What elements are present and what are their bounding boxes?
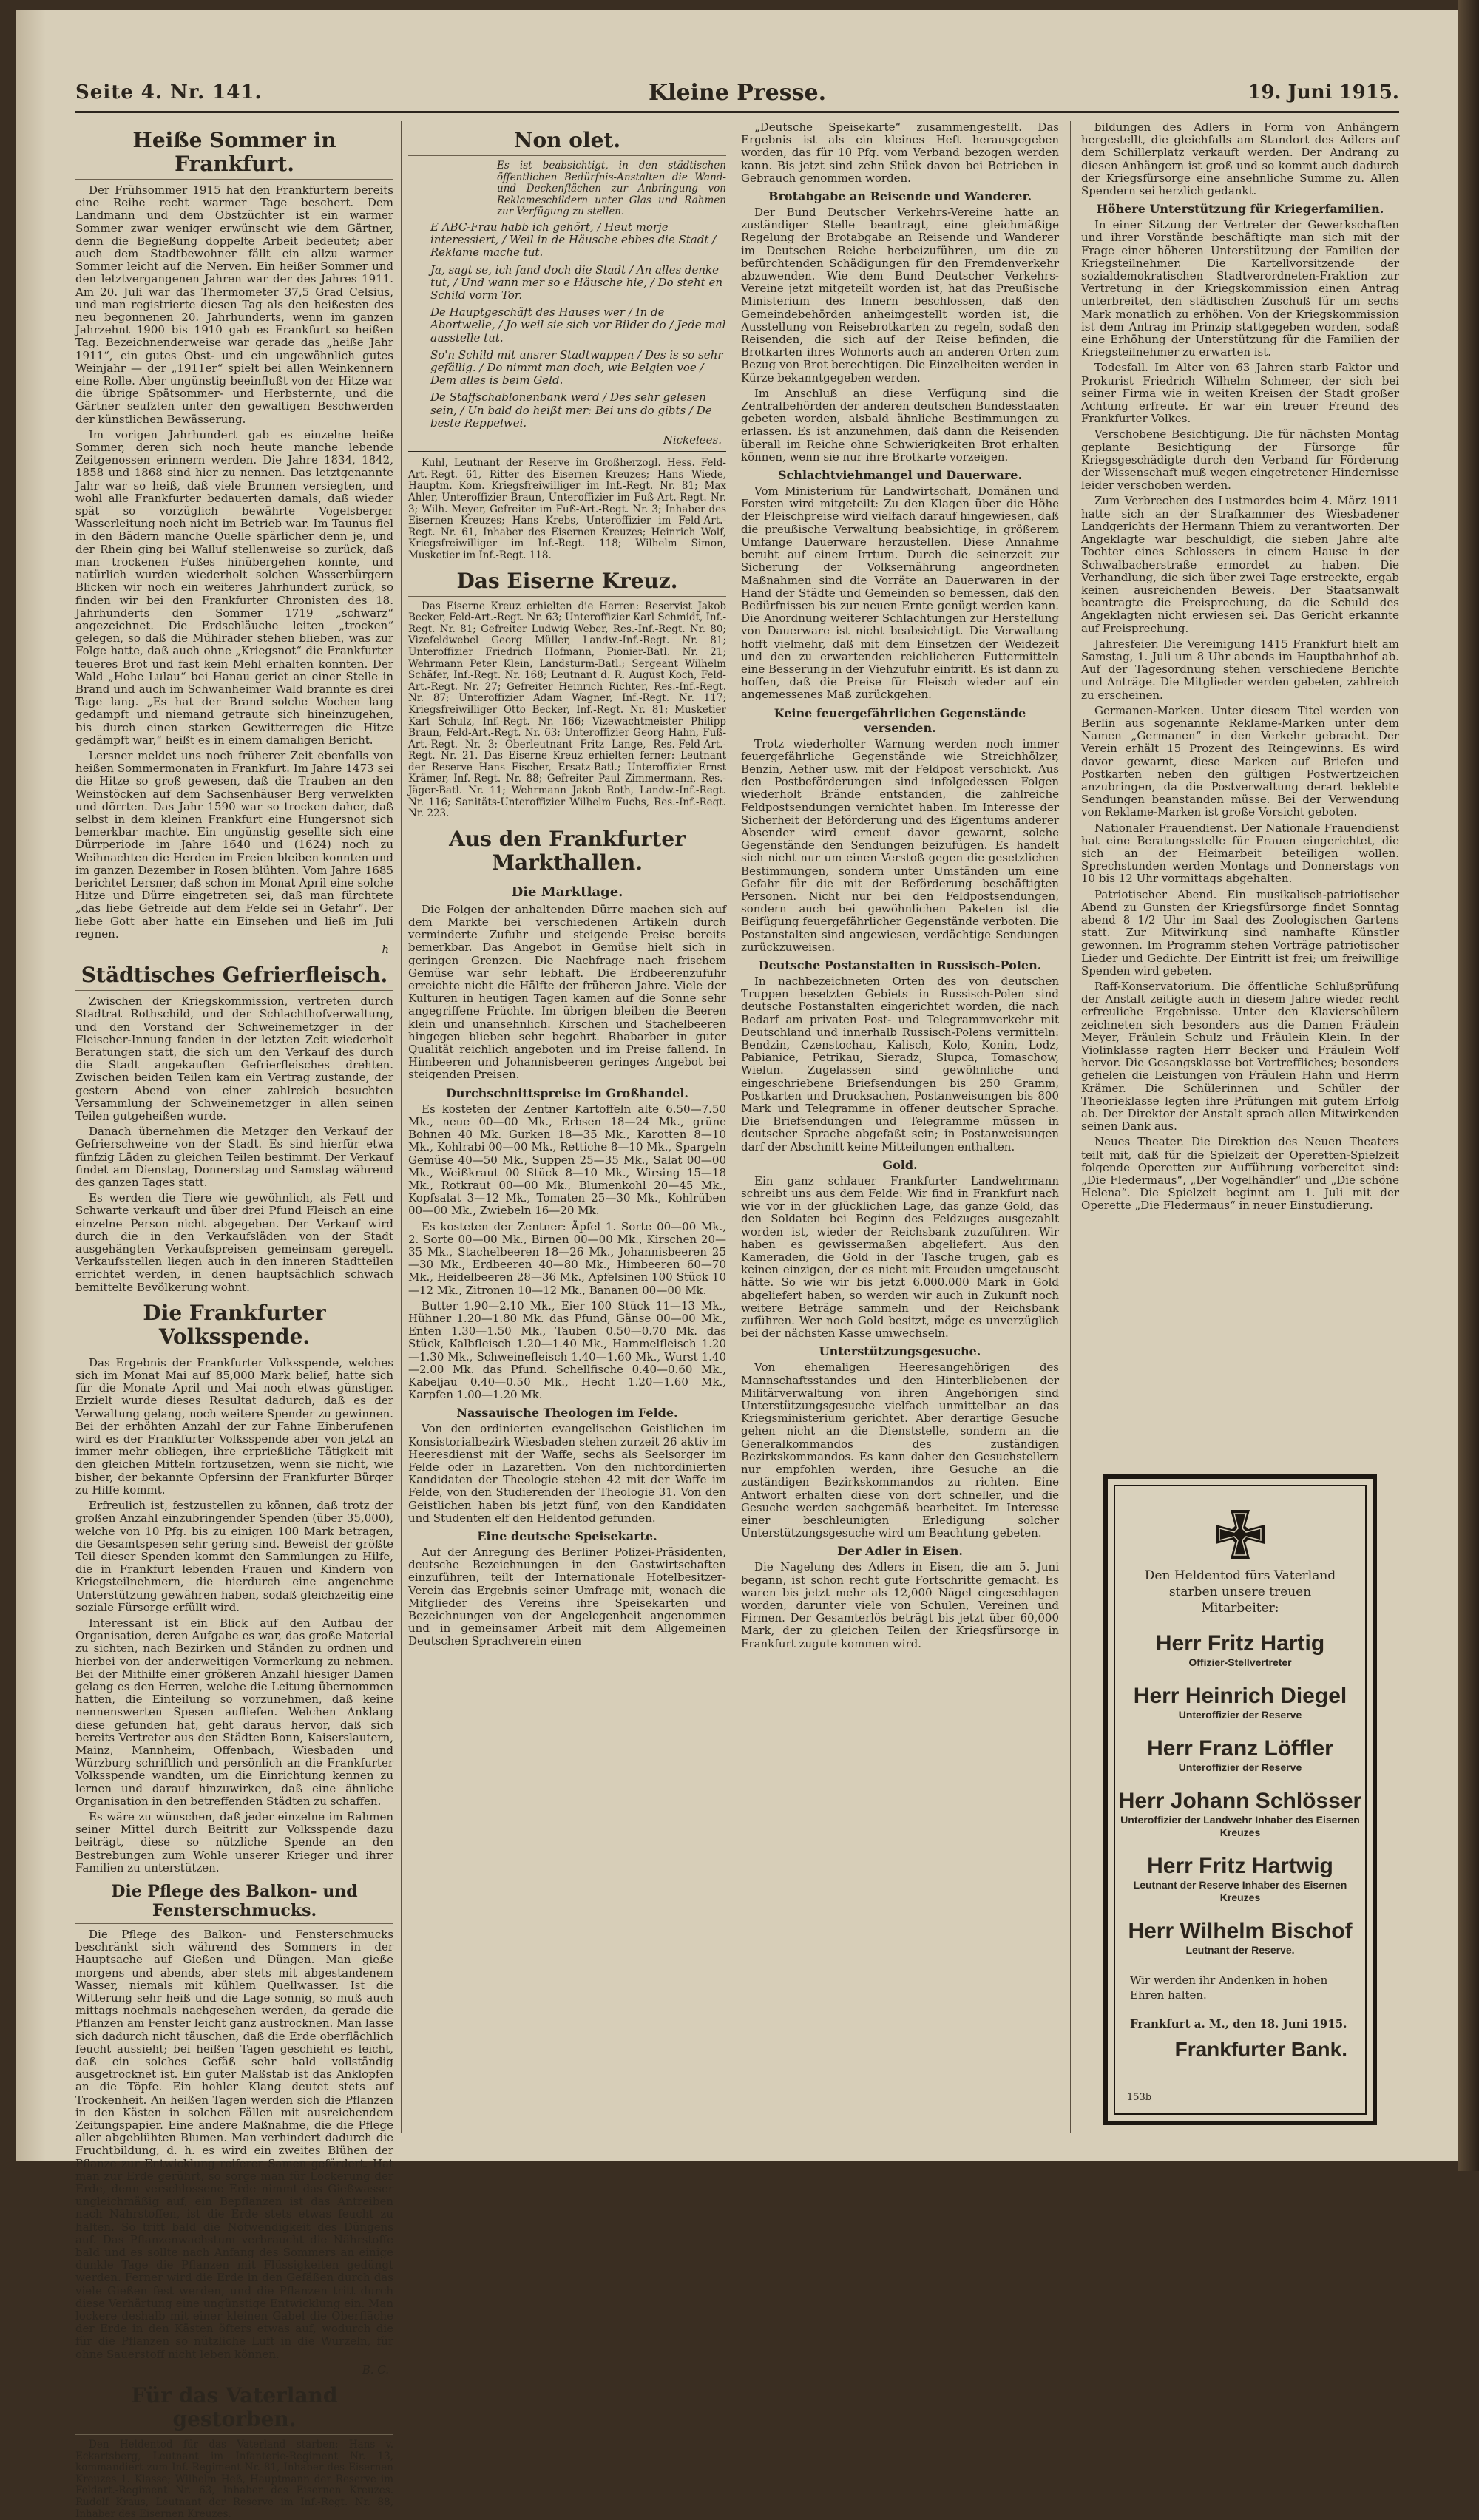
fallen-name: Herr Johann Schlösser <box>1118 1789 1362 1813</box>
news-item: Zum Verbrechen des Lustmordes beim 4. März 1911 hatte sich an der Strafkammer des Wiesbadener Landgerichts der Hermann Thiem zu verantworten. Der Angeklagte war beschuldigt, die sieben Jahre alte Tochter eines Schlossers in einem Hause in der Schwalbacherstraße ermordet zu haben. Die Verhandlung, die sich über zwei Tage erstreckte, ergab keinen ausreichenden Beweis. Der Staatsanwalt beantragte die Freisprechung, da die Schuld des Angeklagten nicht erwiesen sei. Das Gericht erkannte auf Freisprechung. <box>1081 494 1399 635</box>
news-item: Raff-Konservatorium. Die öffentliche Schlußprüfung der Anstalt zeitigte auch in diesem Jahre wieder recht erfreuliche Ergebnisse. Unter den Klavierschülern zeichneten sich besonders aus die Damen Fräulein Meyer, Fräulein Schulz und Fräulein Klein. In der Violinklasse ragten Herr Becker und Fräulein Wolf hervor. Die Gesangsklasse bot Vortreffliches; besonders gefielen die Leistungen von Fräulein Hahn und Herrn Krämer. Die Schülerinnen und Schüler der Theorieklasse legten ihre Prüfungen mit gutem Erfolg ab. Der Direktor der Anstalt sprach allen Mitwirkenden seinen Dank aus. <box>1081 980 1399 1134</box>
article-paragraph: In nachbezeichneten Orten des von deutschen Truppen besetzten Gebiets in Russisch-Polen sind deutsche Postanstalten eingerichtet worden, die nach Bedarf am privaten Post- und Telegrammverkehr mit Deutschland und innerhalb Russisch-Polens vermitteln: Bendzin, Czenstochau, Kalisch, Kolo, Konin, Lodz, Pabianice, Petrikau, Sieradz, Slupca, Tomaschow, Wielun. Zugelassen sind gewöhnliche und eingeschriebene Briefsendungen bis 250 Gramm, Postkarten und Drucksachen, Postanweisungen bis 800 Mark und Telegramme in offener deutscher Sprache. Die Briefsendungen und Telegramme müssen in deutscher Sprache abgefaßt sein; in Postanweisungen darf der Abschnitt keine Mitteilungen enthalten. <box>741 974 1059 1154</box>
fallen-rank: Leutnant der Reserve. <box>1185 1944 1295 1956</box>
article-paragraph: Danach übernehmen die Metzger den Verkauf der Gefrierschweine von der Stadt. Es sind hierfür etwa fünfzig Läden zu gleichen Teilen bestimmt. Der Verkauf findet am Dienstag, Donnerstag und Samstag während des ganzen Tages statt. <box>75 1125 393 1190</box>
news-item: Todesfall. Im Alter von 63 Jahren starb Faktor und Prokurist Friedrich Wilhelm Schmeer, der sich bei seiner Firma wie in weiten Kreisen der Stadt großer Achtung erfreute. Er war ein treuer Freund des Frankfurter Volkes. <box>1081 361 1399 426</box>
fallen-rank: Unteroffizier der Landwehr Inhaber des Eisernen Kreuzes <box>1120 1814 1360 1838</box>
headline-eiserne-kreuz: Das Eiserne Kreuz. <box>408 569 726 597</box>
fallen-name: Herr Fritz Hartwig <box>1147 1854 1333 1878</box>
article-paragraph: Die Nagelung des Adlers in Eisen, die am 5. Juni begann, ist schon recht gute Fortschritte gemacht. Es waren bis jetzt mehr als 12,000 Nägel eingeschlagen worden, darunter viele von Schulen, Vereinen und Firmen. Der Gesamterlös beträgt bis jetzt über 60,000 Mark, der zu gleichen Teilen der Kriegsfürsorge in Frankfurt zugute kommen wird. <box>741 1560 1059 1650</box>
article-paragraph: Von den ordinierten evangelischen Geistlichen im Konsistorialbezirk Wiesbaden stehen zurzeit 26 aktiv im Heeresdienst mit der Waffe, sechs als Seelsorger im Felde oder in Lazaretten. Von den nichtordinierten Kandidaten der Theologie stehen 42 mit der Waffe im Felde, von den Studierenden der Theologie 31. Von den Geistlichen haben bis jetzt fünf, von den Kandidaten und Studenten elf den Heldentod gefunden. <box>408 1422 726 1525</box>
memorial-sender: Frankfurter Bank. <box>1174 2038 1347 2061</box>
article-paragraph: Butter 1.90—2.10 Mk., Eier 100 Stück 11—13 Mk., Hühner 1.20—1.80 Mk. das Pfund, Gänse 00—00 Mk., Enten 1.30—1.50 Mk., Tauben 0.50—0.70 Mk. das Stück, Kalbfleisch 1.20—1.40 Mk., Hammelfleisch 1.20—1.30 Mk., Schweinefleisch 1.40—1.60 Mk., Wurst 1.40—2.00 Mk. das Pfund. Schellfische 0.40—0.60 Mk., Kabeljau 0.40—0.50 Mk., Hecht 1.20—1.60 Mk., Karpfen 1.00—1.20 Mk. <box>408 1298 726 1402</box>
headline-volksspende: Die Frankfurter Volksspende. <box>75 1301 393 1352</box>
article-paragraph: Es werden die Tiere wie gewöhnlich, als Fett und Schwarte verkauft und über drei Pfund Fleisch an eine einzelne Person nicht abgegeben. Der Verkauf wird durch die in den Verkaufsläden von der Stadt ausgehängten Verkaufspreisen gemeinsam geregelt. Verkaufsstellen liegen auch in den inneren Stadtteilen errichtet werden, in denen hauptsächlich schwach bemittelte Bevölkerung wohnt. <box>75 1191 393 1294</box>
article-paragraph: Interessant ist ein Blick auf den Aufbau der Organisation, deren Aufgabe es war, das große Material zu sichten, nach Bezirken und Ständen zu ordnen und hierbei von der anderweitigen Vormerkung zu nehmen. Bei der Mithilfe einer größeren Anzahl hiesiger Damen gelang es den Herren, welche die Leitung übernommen hatten, die Einteilung so vorzunehmen, daß keine nennenswerten Spesen aufliefen. Welchen Anklang diese gefunden hat, geht daraus hervor, daß sich bereits Vertreter aus den Städten Bonn, Kaiserslautern, Mainz, Mannheim, Offenbach, Wiesbaden und Würzburg schriftlich und persönlich an die Frankfurter Volksspende wandten, um die Einrichtung kennen zu lernen und darauf hinzuwirken, daß eine ähnliche Organisation in den betreffenden Städten zu schaffen. <box>75 1616 393 1808</box>
subheadline-schlachtvieh: Schlachtviehmangel und Dauerware. <box>777 468 1023 483</box>
article-paragraph: Der Frühsommer 1915 hat den Frankfurtern bereits eine Reihe recht warmer Tage beschert. Dem Landmann und dem Obstzüchter ist ein warmer Sommer zwar weniger erwünscht wie dem Gärtner, denn die Begießung doppelte Arbeit bedeutet; aber auch dem Stadtbewohner fällt ein allzu warmer Sommer leicht auf die Nerven. Ein heißer Sommer und den letztvergangenen Jahren war der des Jahres 1911. Am 20. Juli war das Thermometer 37,5 Grad Celsius, und man registrierte diesen Tag als den heißesten des neu begonnenen 20. Jahrhunderts, wenn im ganzen Jahrzehnt 1900 bis 1910 gab es Frankfurt so heißen Tag. Bezeichnenderweise war gerade das „heiße Jahr 1911“, ein gutes Obst- und ein ungewöhnlich gutes Weinjahr — der „1911er“ spielt bei allen Weinkennern eine Rolle. Aber ungünstig beeinflußt von der Hitze war die übrige Spätsommer- und Herbsternte, und die Gärtner seufzten unter den gewaltigen Beschwerden der künstlichen Bewässerung. <box>75 183 393 426</box>
subheadline-speisekarte: Eine deutsche Speisekarte. <box>477 1528 657 1543</box>
article-paragraph: Trotz wiederholter Warnung werden noch immer feuergefährliche Gegenstände wie Streichhölzer, Benzin, Aether usw. mit der Feldpost verschickt. Aus den Postbeförderungen sind infolgedessen Folgen wiederholt Brände entstanden, die zahlreiche Feldpostsendungen vernichtet haben. Im Interesse der Sicherheit der Beförderung und des Eigentums anderer Absender wird erneut davor gewarnt, solche Gegenstände den Sendungen beizufügen. Es handelt sich nicht nur um einen Verstoß gegen die gesetzlichen Bestimmungen, sondern unter Umständen um eine Gefahr für die mit der Beförderung beschäftigten Personen. Nicht nur bei den Feldpostsendungen, sondern auch bei gewöhnlichen Paketen ist die Beifügung feuergefährlicher Gegenstände verboten. Die Postanstalten sind angewiesen, verdächtige Sendungen zurückzuweisen. <box>741 736 1059 954</box>
subheadline-feuergefaehrlich: Keine feuergefährlichen Gegenstände versenden. <box>774 705 1026 735</box>
article-paragraph: Im Anschluß an diese Verfügung sind die Zentralbehörden der anderen deutschen Bundesstaaten gebeten worden, alsbald ähnliche Bestimmungen zu erlassen. Es ist anzunehmen, daß dann die Reisenden überall im Reiche ohne Schwierigkeiten Brot erhalten können, wenn sie nur ihre Brotkarte vorzeigen. <box>741 386 1059 464</box>
article-intro: Es ist beabsichtigt, in den städtischen öffentlichen Bedürfnis-Anstalten die Wand- und Deckenflächen zur Anbringung von Reklameschildern unter Glas und Rahmen zur Verfügung zu stellen. <box>497 160 726 218</box>
poem-stanza: So'n Schild mit unsrer Stadtwappen / Des is so sehr gefällig. / Do nimmt man doch, wie Belgien voe / Dem alles is beim Geld. <box>430 348 723 387</box>
article-paragraph: Es kosteten der Zentner Kartoffeln alte 6.50—7.50 Mk., neue 00—00 Mk., Erbsen 18—24 Mk., grüne Bohnen 40 Mk. Gurken 18—35 Mk., Karotten 8—10 Mk., Kohlrabi 00—00 Mk., Rettiche 8—10 Mk., Spargeln Gemüse 40—50 Mk., Suppen 25—35 Mk., Salat 00—00 Mk., Weißkraut 00 Stück 8—10 Mk., Wirsing 15—18 Mk., Rotkraut 00—00 Mk., Blumenkohl 20—45 Mk., Kopfsalat 3—12 Mk., Tomaten 25—30 Mk., Kohlrüben 00—00 Mk., Zwiebeln 16—20 Mk. <box>408 1102 726 1218</box>
news-item: Germanen-Marken. Unter diesem Titel werden von Berlin aus sogenannte Reklame-Marken unter dem Namen „Germanen“ in den Verkehr gebracht. Der Verein erhält 15 Prozent des Reingewinns. Es wird davor gewarnt, diese Marken auf Briefen und Postkarten neben den gültigen Postwertzeichen anzubringen, da die Postverwaltung derart beklebte Sendungen beanstanden müsse. Bei der Verwendung von Reklame-Marken ist große Vorsicht geboten. <box>1081 703 1399 819</box>
poem <box>408 221 726 430</box>
news-item: Jahresfeier. Die Vereinigung 1415 Frankfurt hielt am Samstag, 1. Juli um 8 Uhr abends im Hauptbahnhof ab. Auf der Tagesordnung stehen verschiedene Berichte und Anträge. Die Mitglieder werden gebeten, zahlreich zu erscheinen. <box>1081 637 1399 702</box>
newspaper-page <box>16 10 1458 2520</box>
memorial-intro: Den Heldentod fürs Vaterland starben unsere treuen Mitarbeiter: <box>1144 1568 1336 1616</box>
memorial-place-date: Frankfurt a. M., den 18. Juni 1915. <box>1130 2017 1347 2030</box>
fallen-name: Herr Wilhelm Bischof <box>1128 1919 1353 1943</box>
fallen-rank: Offizier-Stellvertreter <box>1188 1656 1292 1668</box>
news-item: Neues Theater. Die Direktion des Neuen Theaters teilt mit, daß für die Spielzeit der Operetten-Spielzeit folgende Operetten zur Aufführung vorbereitet sind: „Die Fledermaus“, „Der Vogelhändler“ und „Die schöne Helena“. Die Spielzeit beginnt am 1. Juli mit der Operette „Die Fledermaus“ in neuer Einstudierung. <box>1081 1135 1399 1213</box>
headline-vaterland: Für das Vaterland gestorben. <box>75 2384 393 2435</box>
headline-markthallen: Aus den Frankfurter Markthallen. <box>408 827 726 878</box>
article-signature: h <box>382 942 389 956</box>
news-item: Nationaler Frauendienst. Der Nationale Frauendienst hat eine Beratungsstelle für Frauen eingerichtet, die sich an der Heimarbeit beteiligen wollen. Sprechstunden werden Montags und Donnerstags von 10 bis 12 Uhr vormittags abgehalten. <box>1081 821 1399 886</box>
article-paragraph: Der Bund Deutscher Verkehrs-Vereine hatte an zuständiger Stelle beantragt, eine gleichmäßige Regelung der Brotabgabe an Reisende und Wanderer im Deutschen Reiche herbeizuführen, um die zu befürchtenden Schädigungen für den Fremdenverkehr abzuwenden. Wie dem Bund Deutscher Verkehrs-Vereine jetzt mitgeteilt worden ist, hat das Preußische Ministerium des Innern beschlossen, daß den Gemeindebehörden anheimgestellt worden ist, die Ausstellung von Reisebrotkarten zu regeln, sodaß den Reisenden, die sich auf der Reise befinden, die Brotkarten ihres Wohnorts auch an anderen Orten zum Bezug von Brot berechtigen. Die Einzelheiten werden in Kürze bekanntgegeben werden. <box>741 206 1059 385</box>
subheadline-marktlage: Die Marktlage. <box>511 884 623 900</box>
article-paragraph: Das Ergebnis der Frankfurter Volksspende, welches sich im Monat Mai auf 85,000 Mark belief, hatte sich für die Monate April und Mai noch etwas günstiger. Erzielt wurde dieses Resultat dadurch, daß es der Verwaltung gelang, noch weitere Spender zu gewinnen. Bei der erhöhten Anzahl der zur Fahne Einberufenen wird es der Frankfurter Volksspende aber von jetzt an immer mehr obliegen, ihre erprießliche Tätigkeit mit den gleichen Mitteln fortzusetzen, wenn sie nicht, wie bisher, der bekannte Opfersinn der Frankfurter Bürger zu Hilfe kommt. <box>75 1355 393 1497</box>
article-paragraph: Die Folgen der anhaltenden Dürre machen sich auf dem Markte bei verschiedenen Artikeln durch verminderte Zufuhr und steigende Preise bereits bemerkbar. Das Angebot in Gemüse hielt sich in geringen Grenzen. Die Nachfrage nach frischem Gemüse war sehr lebhaft. Die Erdbeerenzufuhr erreichte nicht die Hälfte der früheren Jahre. Viele der Kulturen in heutigen Tagen kamen auf die Sonne sehr angegriffene Früchte. Im übrigen bleiben die Beeren klein und unansehnlich. Kirschen und Stachelbeeren hingegen blieben sehr begehrt. Rhabarber in guter Qualität reichlich angeboten und im Preise fallend. In Himbeeren und Johannisbeeren geringes Angebot bei steigenden Preisen. <box>408 902 726 1082</box>
fallen-name: Herr Heinrich Diegel <box>1133 1684 1347 1708</box>
iron-cross-icon <box>1214 1508 1266 1560</box>
subheadline-unterstuetzung: Unterstützungsgesuche. <box>819 1344 981 1359</box>
subheadline-grosshandel: Durchschnittspreise im Großhandel. <box>446 1085 688 1100</box>
article-paragraph: Auf der Anregung des Berliner Polizei-Präsidenten, deutsche Bezeichnungen in den Gastwirtschaften einzuführen, teilt der Internationale Hotelbesitzer-Verein das Ergebnis seiner Umfrage mit, wonach die Mitglieder des Vereins ihre Speisekarten und Bezeichnungen von der Angelegenheit angenommen und in gemeinsamer Arbeit mit dem Allgemeinen Deutschen Sprachverein einen <box>408 1545 726 1648</box>
subheadline-brotabgabe: Brotabgabe an Reisende und Wanderer. <box>768 189 1032 204</box>
article-paragraph: bildungen des Adlers in Form von Anhängern hergestellt, die gleichfalls am Standort des Adlers auf dem Schillerplatz verkauft werden. Der Andrang zu diesen Anhängern ist groß und so kommt auch dadurch der Kriegsfürsorge eine ansehnliche Summe zu. Allen Spendern sei herzlich gedankt. <box>1081 121 1399 198</box>
fallen-rank: Leutnant der Reserve Inhaber des Eisernen Kreuzes <box>1133 1879 1347 1903</box>
memorial-notice <box>1103 1474 1377 2125</box>
fallen-rank: Unteroffizier der Reserve <box>1178 1761 1302 1773</box>
memorial-notice-frame <box>1114 1485 1367 2115</box>
article-paragraph: Im vorigen Jahrhundert gab es einzelne heiße Sommer, deren sich noch heute manche lebende Zeitgenossen erinnern werden. Die Jahre 1834, 1842, 1858 und 1868 sind hier zu nennen. Das letztgenannte Jahr war so heiß, daß viele Brunnen versiegten, und wohl alle Frankfurter bedauerten damals, daß wieder spät so vorzüglich bewährte Vogelsberger Wasserleitung noch nicht im Betrieb war. Im Taunus fiel in den Bädern manche Quelle spärlicher denn je, und der Rhein ging bei Walluf stellenweise so zurück, daß man trockenen Fußes hinübergehen konnte, und natürlich wurden wiederholt solchen Wasserbürgern Blicken wir noch ein weiteres Jahrhundert zurück, so finden wir bei den Frankfurter Chronisten des 18. Jahrhunderts den Sommer 1719 „schwarz“ angezeichnet. Die Erdschläuche leiten „trocken“ gelegen, so daß die Mühlräder stehen blieben, was zur Folge hatte, daß auch ohne „Kriegsnot“ die Frankfurter teueres Brot und fast kein Mehl erhalten konnten. Der Wald „Hohe Lulau“ bei Hanau geriet an einer Stelle in Brand und auch im Schwanheimer Wald brannte es drei Tage lang. „Es hat der Brand solche Wochen lang gedampft und niemand getraute sich hineinzugehen, bis durch einen starken Gewitterregen die Hitze gedämpft war,“ heißt es in einem damaligen Bericht. <box>75 427 393 747</box>
article-paragraph: „Deutsche Speisekarte“ zusammengestellt. Das Ergebnis ist als ein kleines Heft herausgegeben worden, das für 10 Pfg. vom Verband bezogen werden kann. Bis jetzt sind zehn Stück davon bei Betrieben in Gebrauch genommen worden. <box>741 121 1059 185</box>
fallen-rank: Unteroffizier der Reserve <box>1178 1709 1302 1721</box>
article-paragraph: In einer Sitzung der Vertreter der Gewerkschaften und ihrer Vorstände beschäftigte man sich mit der Frage einer höheren Unterstützung der Familien der Kriegsteilnehmer. Die Kartellvorsitzende der sozialdemokratischen Stadtverordneten-Fraktion zur Vertretung in der Kriegskommission einen Antrag unterbreitet, den städtischen Zuschuß für um sechs Mark monatlich zu erhöhen. Von der Kriegskommission ist dem Antrag im Prinzip stattgegeben worden, sodaß eine Erhöhung der Unterstützung für die Familien der Kriegsteilnehmer zu erwarten ist. <box>1081 218 1399 359</box>
poem-stanza: E ABC-Frau habb ich gehört, / Heut morje interessiert, / Weil in de Häusche ebbes die Stadt / Reklame mache tut. <box>430 220 717 260</box>
column-rule <box>401 121 402 2133</box>
headline-gefrierfleisch: Städtisches Gefrierfleisch. <box>75 963 393 991</box>
subheadline-adler: Der Adler in Eisen. <box>837 1544 963 1559</box>
news-item: Verschobene Besichtigung. Die für nächsten Montag geplante Besichtigung der Fürsorge für Kriegsgeschädigte durch den Verband für Förderung der Wissenschaft muß wegen eingetretener Hindernisse leider verschoben werden. <box>1081 427 1399 492</box>
article-paragraph: Von ehemaligen Heeresangehörigen des Mannschaftsstandes und den Hinterbliebenen der Militärverwaltung von ihren Angehörigen sind Unterstützungsgesuche vielfach unmittelbar an das Kriegsministerium gerichtet. Aber derartige Gesuche gehen nicht an die Dienststelle, sondern an die Generalkommandos des zuständigen Bezirkskommandos. Es kann daher den Gesuchstellern nur empfohlen werden, ihre Gesuche an die zuständigen Bezirkskommandos zu richten. Eine Antwort erhalten diese von dort schneller, und die Gesuche werden sachgemäß bearbeitet. Im Interesse einer beschleunigten Erledigung solcher Unterstützungsgesuche wird um Beachtung gebeten. <box>741 1361 1059 1540</box>
poem-stanza: De Staffschablonenbank werd / Des sehr gelesen sein, / Un bald do heißt mer: Bei uns do gibts / De beste Reppelwei. <box>430 390 712 430</box>
poem-stanza: De Hauptgeschäft des Hauses wer / In de Abortwelle, / Jo weil sie sich vor Bilder do / Jede mal ausstelle tut. <box>430 305 726 345</box>
poem-stanza: Ja, sagt se, ich fand doch die Stadt / An alles denke tut, / Und wann mer so e Häusche hie, / Do steht en Schild vorm Tor. <box>430 262 723 302</box>
article-paragraph: Es wäre zu wünschen, daß jeder einzelne im Rahmen seiner Mittel durch Beitritt zur Volksspende dazu beiträgt, diese so nützliche Spende an den Bestrebungen zum Wohle unserer Krieger und ihrer Familien zu unterstützen. <box>75 1809 393 1874</box>
memorial-closing: Wir werden ihr Andenken in hohen Ehren halten. <box>1130 1974 1328 2002</box>
article-paragraph: Kuhl, Leutnant der Reserve im Großherzogl. Hess. Feld-Art.-Regt. 61, Ritter des Eisernen Kreuzes; Hans Wiede, Hauptm. Kom. Kriegsfreiwilliger im Inf.-Regt. Nr. 81; Max Ahler, Unteroffizier Braun, Unteroffizier im Fuß-Art.-Regt. Nr. 3; Wilh. Meyer, Gefreiter im Fuß-Art.-Regt. Nr. 3; Inhaber des Eisernen Kreuzes; Hans Krebs, Unteroffizier im Feld-Art.-Regt. Nr. 61, Inhaber des Eisernen Kreuzes; Heinrich Wolf, Kriegsfreiwilliger im Inf.-Regt. 118; Wilhelm Simon, Musketier im Inf.-Regt. 118. <box>408 457 726 561</box>
page-number: Seite 4. Nr. 141. <box>75 81 263 104</box>
subheadline-postanstalten: Deutsche Postanstalten in Russisch-Polen. <box>758 958 1042 972</box>
column-1 <box>75 121 393 2520</box>
article-signature: B. C. <box>362 2362 389 2377</box>
poem-signature: Nickelees. <box>663 433 722 447</box>
article-paragraph: Ein ganz schlauer Frankfurter Landwehrmann schreibt uns aus dem Felde: Wir find in Frankfurt nach wie vor in der glücklichen Lage, das ganze Gold, das den Soldaten bei Beginn des Feldzuges ausgezahlt worden ist, wieder der Reichsbank zuzuführen. Wir haben es gewissermaßen abgeliefert. Aus den Kameraden, die Gold in der Tasche trugen, gab es keinen einzigen, der es nicht mit Freuden umgetauscht hätte. So wie wir bis jetzt 6.000.000 Mark in Gold abgeliefert haben, so werden wir auch in Zukunft noch weitere Beträge sammeln und der Reichsbank zuführen. Wer noch Gold besitzt, möge es unverzüglich bei der nächsten Kasse umwechseln. <box>741 1173 1059 1341</box>
column-2 <box>408 121 726 2147</box>
subheadline-gold: Gold. <box>882 1157 918 1172</box>
article-paragraph: Es kosteten der Zentner: Äpfel 1. Sorte 00—00 Mk., 2. Sorte 00—00 Mk., Birnen 00—00 Mk., Kirschen 20—35 Mk., Stachelbeeren 18—26 Mk., Johannisbeeren 25—30 Mk., Erdbeeren 40—80 Mk., Himbeeren 60—70 Mk., Heidelbeeren 28—36 Mk., Apfelsinen 100 Stück 10—12 Mk., Zitronen 10—12 Mk., Bananen 00—00 Mk. <box>408 1219 726 1297</box>
headline-heisse-sommer: Heiße Sommer in Frankfurt. <box>75 129 393 180</box>
book-edge <box>1458 0 1479 2171</box>
headline-non-olet: Non olet. <box>408 129 726 156</box>
page-header <box>75 81 1399 113</box>
article-paragraph: Den Heldentod für das Vaterland starben: Hans v. Eckartsberg, Leutnant im Infanterie-Regiment Nr. 13, kommandiert zum Inf.-Regiment Nr. 81, Inhaber des Eisernen Kreuzes 1. Klasse; Wilhelm Heß, Hauptmann der Reserve im Feldart.-Regiment Nr. 63, Inhaber des Eisernen Kreuzes. Rudolf Kraus, Leutnant der Reserve im Inf.-Regt. Nr. 88, Inhaber des Eisernen Kreuzes. <box>75 2439 393 2520</box>
article-paragraph: Zwischen der Kriegskommission, vertreten durch Stadtrat Rothschild, und der Schlachthofverwaltung, und den Vorstand der Schweinemetzger in der Fleischer-Innung fanden in der letzten Zeit wiederholt Beratungen statt, die sich um den Verkauf des durch die Stadt angekauften Gefrierfleisches drehten. Zwischen beiden Teilen kam ein Vertrag zustande, der gestern Abend von einer zahlreich besuchten Versammlung der Schweinemetzger in allen seinen Teilen gutgeheißen wurde. <box>75 995 393 1123</box>
news-item: Patriotischer Abend. Ein musikalisch-patriotischer Abend zu Gunsten der Kriegsfürsorge findet Sonntag abend 8 1/2 Uhr im Saal des Zoologischen Gartens statt. Zur Mitwirkung sind namhafte Künstler gewonnen. Im Programm stehen Vorträge patriotischer Lieder und Gedichte. Der Eintritt ist frei; um freiwillige Spenden wird gebeten. <box>1081 887 1399 978</box>
article-paragraph: Lersner meldet uns noch früherer Zeit ebenfalls von heißen Sommermonaten in Frankfurt. Im Jahre 1473 sei die Hitze so groß gewesen, daß die Trauben an den Weinstöcken auf dem Sachsenhäuser Berg verwelkten und dörrten. Das Jahr 1590 war so trocken daher, daß selbst in dem kleinen Frankfurt eine Hungersnot sich bemerkbar machte. Ein ungünstig gesellte sich eine Dürrperiode im Jahre 1640 und (1624) noch zu Weihnachten die Herden im Freien bleiben konnten und im ganzen Dezember in Rosen blühten. Vom Jahre 1685 berichtet Lersner, daß schon im Monat April eine solche Hitze und Dürre eingetreten sei, daß man fürchtete „das liebe Getreide auf dem Felde sei in Gefahr“. Der liebe Gott aber hatte ein Einsehen und ließ im Juli regnen. <box>75 748 393 941</box>
column-rule <box>1070 121 1071 2133</box>
article-paragraph: Das Eiserne Kreuz erhielten die Herren: Reservist Jakob Becker, Feld-Art.-Regt. Nr. 63; Unteroffizier Karl Schmidt, Inf.-Regt. Nr. 81; Gefreiter Ludwig Weber, Res.-Inf.-Regt. Nr. 80; Vizefeldwebel Georg Müller, Landw.-Inf.-Regt. Nr. 81; Unteroffizier Friedrich Hofmann, Pionier-Batl. Nr. 21; Wehrmann Peter Klein, Landsturm-Batl.; Sergeant Wilhelm Schäfer, Inf.-Regt. Nr. 168; Leutnant d. R. August Koch, Feld-Art.-Regt. Nr. 27; Gefreiter Heinrich Richter, Res.-Inf.-Regt. Nr. 87; Unteroffizier Adam Wagner, Inf.-Regt. Nr. 117; Kriegsfreiwilliger Otto Becker, Inf.-Regt. Nr. 81; Musketier Karl Schulz, Inf.-Regt. Nr. 166; Vizewachtmeister Philipp Braun, Feld-Art.-Regt. Nr. 63; Unteroffizier Georg Hahn, Fuß-Art.-Regt. Nr. 3; Oberleutnant Fritz Lange, Res.-Feld-Art.-Regt. Nr. 21. Das Eiserne Kreuz erhielten ferner: Leutnant der Reserve Hans Fischer, Ersatz-Batl.; Unteroffizier Ernst Krämer, Inf.-Regt. Nr. 88; Gefreiter Paul Zimmermann, Res.-Jäger-Batl. Nr. 11; Wehrmann Jakob Roth, Landw.-Inf.-Regt. Nr. 116; Sanitäts-Unteroffizier Wilhelm Fuchs, Res.-Inf.-Regt. Nr. 223. <box>408 600 727 820</box>
fallen-name: Herr Franz Löffler <box>1147 1736 1333 1761</box>
subheadline-hoehere-unterstuetzung: Höhere Unterstützung für Kriegerfamilien. <box>1096 202 1384 217</box>
headline-balkon: Die Pflege des Balkon- und Fensterschmucks. <box>75 1882 393 1924</box>
article-paragraph: Vom Ministerium für Landwirtschaft, Domänen und Forsten wird mitgeteilt: Zu den Klagen über die Höhe der Fleischpreise wird vielfach darauf hingewiesen, daß die preußische Verwaltung beabsichtige, in größerem Umfange Dauerware herzustellen. Diese Annahme beruht auf einem Irrtum. Durch die seinerzeit zur Sicherung der Volksernährung angeordneten Maßnahmen sind die Vorräte an Dauerwaren in der Hand der Städte und Gemeinden so bemessen, daß den Bedürfnissen bis zur neuen Ernte genügt werden kann. Die Anordnung weiterer Schlachtungen zur Herstellung von Dauerware ist nicht beabsichtigt. Die Verwaltung hofft vielmehr, daß mit dem Einsetzen der Weidezeit und den zu erwartenden reichlicheren Futtermitteln eine Besserung in der Viehzufuhr eintritt. Es ist dann zu hoffen, daß die Preise für Fleisch wieder auf ein angemessenes Maß zurückgehen. <box>741 484 1059 702</box>
subheadline-theologen: Nassauische Theologen im Felde. <box>456 1406 678 1420</box>
article-paragraph: Die Pflege des Balkon- und Fensterschmucks beschränkt sich während des Sommers in der Hauptsache auf Gießen und Düngen. Man gieße morgens und abends, aber stets mit abgestandenem Wasser, niemals mit kühlem Quellwasser. Ist die Witterung sehr heiß und die Lage sonnig, so muß auch mittags nochmals nachgesehen werden, da gerade die Pflanzen am Fenster leicht ganz austrocknen. Man lasse sich dadurch nicht täuschen, daß die Erde oberflächlich feucht aussieht; bei heißen Tagen geschieht es leicht, daß ein solches Gefäß sehr bald vollständig ausgetrocknet ist. Ein guter Maßstab ist das Anklopfen an die Töpfe. Ein hohler Klang deutet stets auf Trockenheit. An heißen Tagen werden sich die Pflanzen in den Kästen in solchen Fällen mit ausreichendem Zeitungspapier. Eine andere Maßnahme, die die Pflege aller abgeblühten Blumen. Man verhindert dadurch die Fruchtbildung, d. h. es wird ein zweites Blühen der Pflanze zur Entwicklung reiferer Samen gefördert. Hat man zur Erde gerührt, so sorge man für Lockerung der Erde, denn verschlossene Erde nimmt das Gießwasser ungleichmäßig auf, ein Bepflanzen ist das Antreiben nach Nährstoffen, ist die Erde stets etwas feucht zu halten. So tritt bald die Notwendigkeit des Düngens auf. Das Pflanzenwachstum verbraucht die Nährstoffe bald und es sollte nach Anfang des Sommers an einige dunkle Tage die Pflanzen mit Flüssigkeiten gedüngt werden. Ferner wird die Erde in den Gefäßen durch das viele Gießen fest werden, und die Pflanzen tritt durch diese Verhärtung eine ungünstige Entwicklung ein. Man lockere deshalb mit einer kleinen Gabel die Oberfläche der Erde in den Kästen öfters etwas auf, wodurch die für die Pflanzen so nützliche Luft in die Wurzeln, für ohne Sauerstoff nicht leben können. <box>75 1927 393 2361</box>
newspaper-title: Kleine Presse. <box>648 80 827 106</box>
column-3 <box>741 121 1059 2147</box>
ad-number: 153b <box>1127 2092 1152 2103</box>
section-divider <box>408 451 726 453</box>
article-paragraph: Erfreulich ist, festzustellen zu können, daß trotz der großen Anzahl einzubringender Spenden (über 35,000), welche von 10 Pfg. bis zu einigen 100 Mark betragen, die Gesamtspesen sehr gering sind. Beweist der größte Teil dieser Spenden kommt den Sammlungen zu Hilfe, die in Frankfurt lebenden Frauen und Kindern von Kriegsteilnehmern, die hierdurch eine angenehme Unterstützung gewähren haben, sodaß gleichzeitig eine soziale Fürsorge erfüllt wird. <box>75 1499 393 1614</box>
column-4 <box>1081 121 1399 1460</box>
fallen-name: Herr Fritz Hartig <box>1155 1631 1325 1656</box>
issue-date: 19. Juni 1915. <box>1248 81 1399 104</box>
